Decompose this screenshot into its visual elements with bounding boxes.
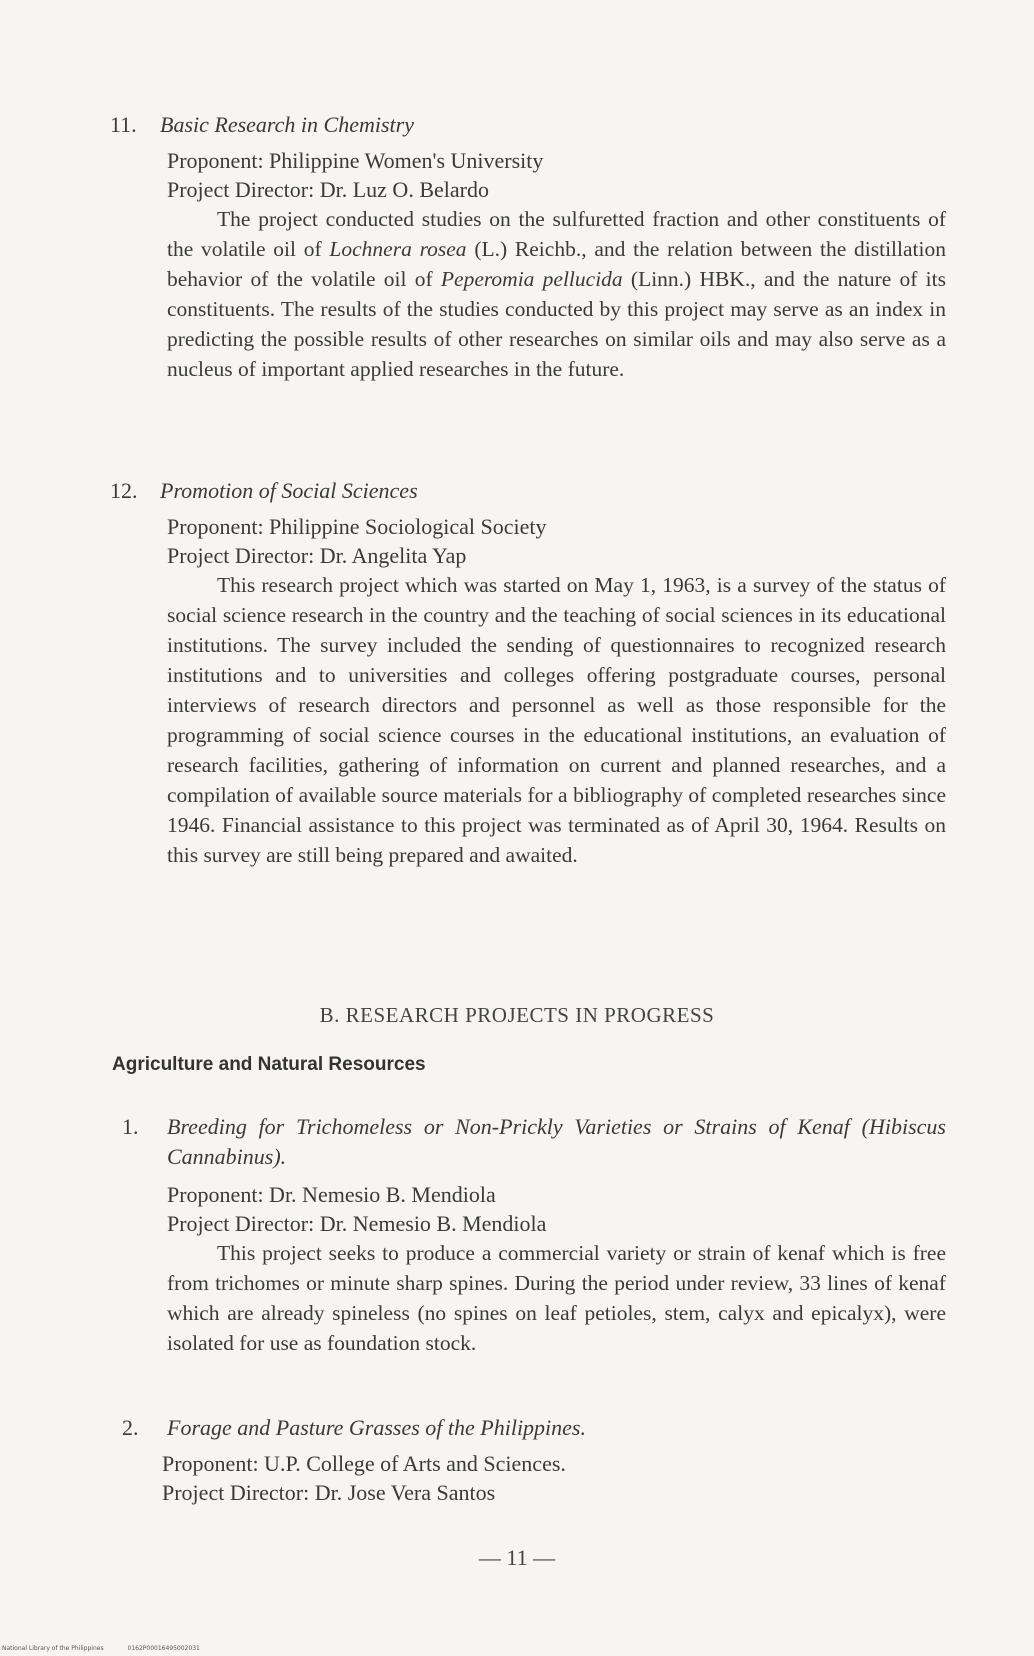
entry-number: 1. — [122, 1114, 139, 1139]
proponent: Proponent: Philippine Women's University — [167, 148, 544, 173]
scan-footer — [2, 1645, 222, 1652]
library-credit: National Library of the Philippines — [2, 1645, 104, 1652]
entry-number: 12. — [110, 478, 138, 503]
entry-description: The project conducted studies on the sulfuretted fraction and other constituents of the volatile oil of Lochnera rosea (L.) Reichb., and the relation between the distillation behavior of the volatile oil of Peperomia pellucida (Linn.) HBK., and the nature of its constituents. The results of the studies conducted by this project may serve as an index in predicting the possible results of other researches on similar oils and may also serve as a nucleus of important applied researches in the future. — [167, 207, 946, 381]
scan-code: 0162P00016495002031 — [127, 1645, 200, 1652]
entry-11 — [110, 110, 946, 384]
entry-number: 11. — [110, 112, 137, 137]
section-heading: B. RESEARCH PROJECTS IN PROGRESS — [319, 1003, 715, 1027]
proponent: Proponent: Dr. Nemesio B. Mendiola — [167, 1182, 496, 1207]
project-director: Project Director: Dr. Nemesio B. Mendiola — [167, 1211, 547, 1236]
entry-title: Basic Research in Chemistry — [160, 112, 414, 137]
entry-description: This project seeks to produce a commercial variety or strain of kenaf which is free from trichomes or minute sharp spines. During the period under review, 33 lines of kenaf which are already spineless (no spines on leaf petioles, stem, calyx and epicalyx), were isolated for use as foundation stock. — [167, 1241, 946, 1355]
proponent: Proponent: U.P. College of Arts and Sciences. — [162, 1451, 566, 1476]
entry-1 — [122, 1112, 946, 1358]
entry-description: This research project which was started on May 1, 1963, is a survey of the status of social science research in the country and the teaching of social sciences in its educational institutions. The survey included the sending of questionnaires to recognized research institutions and to universities and colleges offering postgraduate courses, personal interviews of research directors and personnel as well as those responsible for the programming of social science courses in the educational institutions, an evaluation of research facilities, gathering of information on current and planned researches, and a compilation of available source materials for a bibliography of completed researches since 1946. Financial assistance to this project was terminated as of April 30, 1964. Results on this survey are still being prepared and awaited. — [167, 573, 946, 867]
entry-2 — [122, 1413, 946, 1507]
entry-title: Promotion of Social Sciences — [160, 478, 418, 503]
project-director: Project Director: Dr. Angelita Yap — [167, 543, 467, 568]
entry-title: Forage and Pasture Grasses of the Philippines. — [167, 1415, 586, 1440]
entry-title: Breeding for Trichomeless or Non-Prickly Varieties or Strains of Kenaf (Hibiscus Cannabinus). — [167, 1114, 946, 1169]
subsection-heading: Agriculture and Natural Resources — [112, 1054, 426, 1075]
project-director: Project Director: Dr. Jose Vera Santos — [162, 1480, 496, 1505]
entry-number: 2. — [122, 1415, 139, 1440]
proponent: Proponent: Philippine Sociological Society — [167, 514, 547, 539]
entry-12 — [110, 476, 946, 870]
project-director: Project Director: Dr. Luz O. Belardo — [167, 177, 489, 202]
page-number: — 11 — — [478, 1545, 556, 1570]
